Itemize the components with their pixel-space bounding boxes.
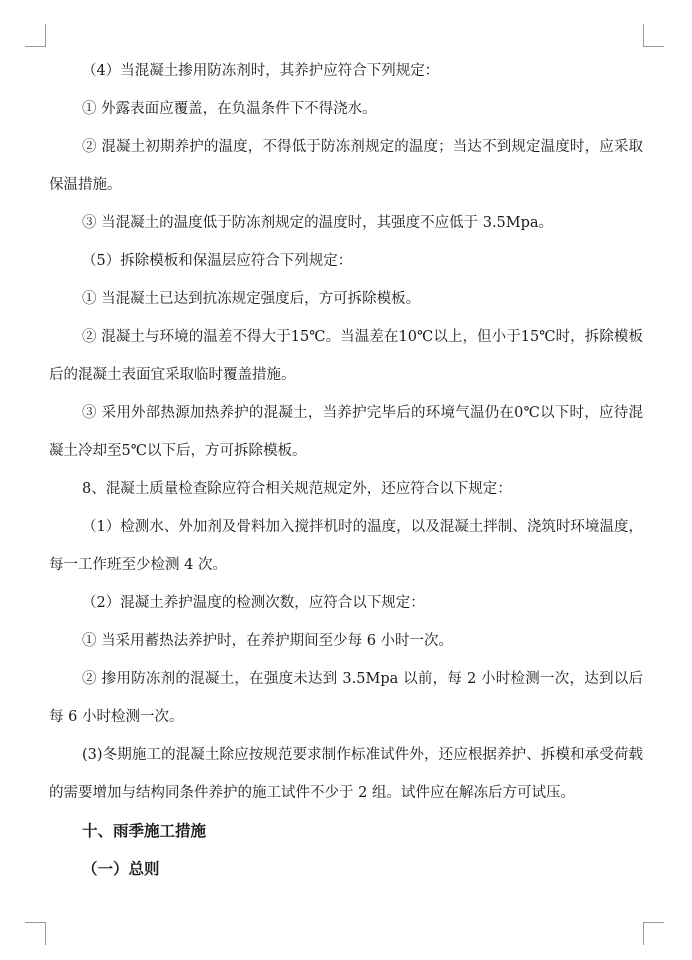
paragraph: ① 外露表面应覆盖，在负温条件下不得浇水。: [82, 101, 377, 117]
page-corner-mark-top-left: [25, 24, 46, 47]
section-heading: 十、雨季施工措施: [82, 821, 207, 840]
paragraph: ② 混凝土初期养护的温度，不得低于防冻剂规定的温度；当达不到规定温度时，应采取保温措施。: [49, 139, 643, 193]
document-page: [49, 52, 643, 888]
page-corner-mark-top-right: [643, 24, 664, 47]
paragraph: (3)冬期施工的混凝土除应按规范要求制作标准试件外，还应根据养护、拆模和承受荷载的需要增加与结构同条件养护的施工试件不少于 2 组。试件应在解冻后方可试压。: [49, 747, 643, 801]
paragraph: ③ 采用外部热源加热养护的混凝土，当养护完毕后的环境气温仍在0℃以下时，应待混凝土冷却至5℃以下后，方可拆除模板。: [49, 405, 643, 459]
paragraph: ③ 当混凝土的温度低于防冻剂规定的温度时，其强度不应低于 3.5Mpa。: [82, 215, 554, 231]
subsection-heading: （一）总则: [82, 859, 160, 878]
page-corner-mark-bottom-right: [643, 922, 664, 945]
paragraph: （2）混凝土养护温度的检测次数，应符合以下规定：: [82, 595, 425, 611]
paragraph: 8、混凝土质量检查除应符合相关规范规定外，还应符合以下规定：: [82, 481, 512, 497]
paragraph: （4）当混凝土掺用防冻剂时，其养护应符合下列规定：: [82, 63, 440, 79]
paragraph: ① 当混凝土已达到抗冻规定强度后，方可拆除模板。: [82, 291, 421, 307]
paragraph: ① 当采用蓄热法养护时，在养护期间至少每 6 小时一次。: [82, 633, 454, 649]
paragraph: （5）拆除模板和保温层应符合下列规定：: [82, 253, 353, 269]
paragraph: ② 混凝土与环境的温差不得大于15℃。当温差在10℃以上，但小于15℃时，拆除模板后的混凝土表面宜采取临时覆盖措施。: [49, 329, 643, 383]
paragraph: （1）检测水、外加剂及骨料加入搅拌机时的温度，以及混凝土拌制、浇筑时环境温度，每一工作班至少检测 4 次。: [49, 519, 643, 573]
page-corner-mark-bottom-left: [25, 922, 46, 945]
paragraph: ② 掺用防冻剂的混凝土，在强度未达到 3.5Mpa 以前，每 2 小时检测一次，达到以后每 6 小时检测一次。: [49, 671, 643, 725]
